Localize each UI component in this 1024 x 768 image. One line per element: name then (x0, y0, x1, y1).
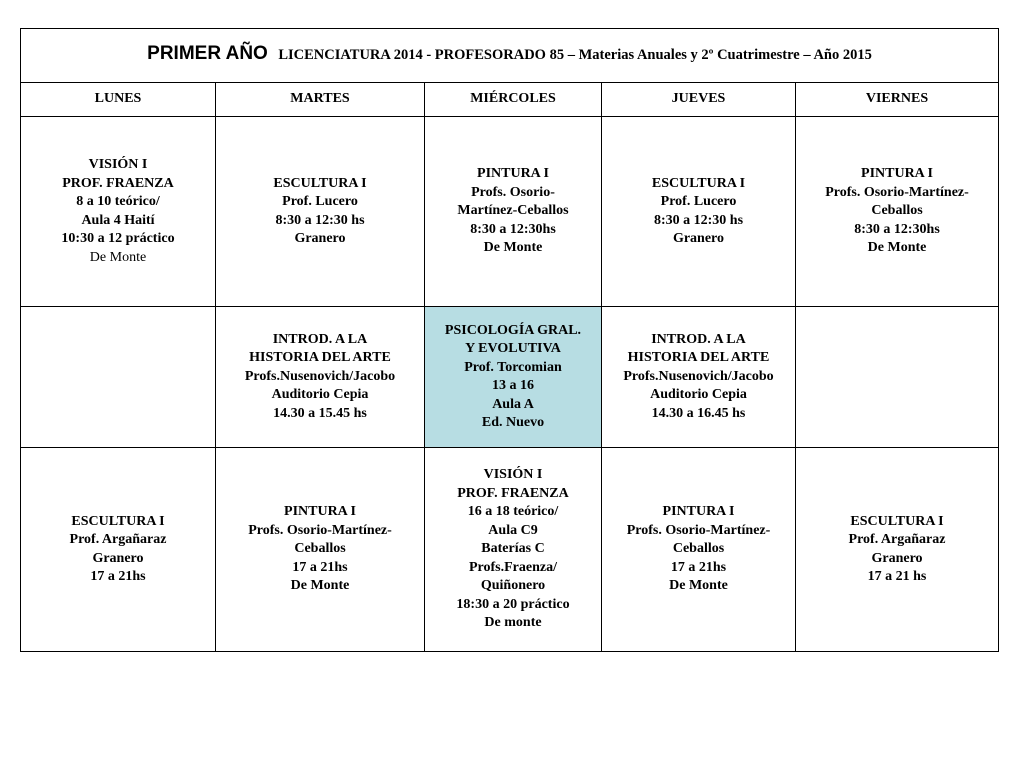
cell-line: 10:30 a 12 práctico (61, 231, 175, 246)
schedule-row-evening (21, 448, 999, 652)
class-cell (425, 117, 602, 307)
cell-line: Aula A (492, 396, 534, 412)
title-main: PRIMER AÑO (147, 43, 268, 65)
cell-line: Ceballos (294, 541, 346, 557)
cell-line: Profs. Osorio- (471, 184, 555, 200)
class-cell (216, 117, 425, 307)
cell-line: ESCULTURA I (651, 175, 746, 191)
cell-line: Prof. Argañaraz (69, 532, 167, 547)
cell-line: 8:30 a 12:30hs (854, 221, 940, 237)
cell-line: Granero (672, 231, 725, 246)
cell-line: Granero (294, 231, 346, 246)
cell-line: De Monte (89, 249, 147, 265)
cell-line: PSICOLOGÍA GRAL. (444, 322, 582, 338)
cell-line: ESCULTURA I (71, 513, 165, 529)
cell-line: INTROD. A LA (272, 331, 368, 347)
class-cell (216, 307, 425, 448)
cell-line: 17 a 21hs (670, 559, 727, 575)
cell-line: 8:30 a 12:30hs (470, 221, 556, 237)
cell-line: PINTURA I (284, 504, 356, 520)
cell-line: PINTURA I (477, 166, 549, 182)
cell-line: PROF. FRAENZA (62, 175, 174, 191)
cell-line: PINTURA I (662, 504, 735, 520)
class-cell (425, 307, 602, 448)
cell-line: 17 a 21hs (292, 559, 348, 575)
cell-line: PROF. FRAENZA (457, 485, 569, 501)
cell-line: HISTORIA DEL ARTE (627, 350, 770, 366)
class-cell (425, 448, 602, 652)
cell-line: VISIÓN I (88, 157, 148, 172)
cell-line: Ed. Nuevo (481, 415, 545, 430)
day-header-lunes: LUNES (21, 83, 216, 117)
cell-line: Granero (92, 550, 144, 566)
class-cell (796, 448, 999, 652)
cell-line: De Monte (483, 240, 543, 256)
day-header-miercoles: MIÉRCOLES (425, 83, 602, 117)
class-cell (21, 117, 216, 307)
cell-line: 14.30 a 15.45 hs (273, 405, 367, 421)
cell-line: 16 a 18 teórico/ (467, 504, 559, 520)
day-header-jueves: JUEVES (602, 83, 796, 117)
cell-line: 17 a 21hs (90, 569, 146, 584)
cell-line: De Monte (669, 578, 728, 594)
cell-line: Prof. Lucero (282, 194, 358, 209)
cell-line: Profs. Osorio-Martínez- (248, 522, 392, 538)
cell-line: Granero (871, 550, 923, 566)
schedule-row-afternoon (21, 307, 999, 448)
schedule-title (21, 29, 999, 83)
cell-line: Prof. Lucero (660, 194, 737, 209)
cell-line: 8 a 10 teórico/ (76, 194, 160, 209)
class-cell (602, 307, 796, 448)
cell-line: Auditorio Cepia (650, 387, 747, 403)
cell-line: Profs.Nusenovich/Jacobo (244, 368, 396, 384)
cell-line: PINTURA I (861, 166, 933, 182)
cell-line: Y EVOLUTIVA (465, 341, 561, 356)
cell-line: Prof. Argañaraz (848, 532, 946, 547)
cell-line: ESCULTURA I (273, 175, 367, 191)
cell-line: Profs.Fraenza/ (469, 559, 557, 575)
cell-line: Ceballos (672, 541, 725, 557)
class-cell (796, 307, 999, 448)
cell-line: 8:30 a 12:30 hs (653, 212, 744, 228)
cell-line: 17 a 21 hs (867, 569, 927, 584)
cell-line: 13 a 16 (492, 378, 534, 393)
schedule-table (20, 28, 999, 652)
class-cell (602, 448, 796, 652)
schedule-row-morning (21, 117, 999, 307)
cell-line: De monte (484, 615, 542, 631)
title-sub: LICENCIATURA 2014 - PROFESORADO 85 – Materias Anuales y 2º Cuatrimestre – Año 2015 (278, 47, 872, 64)
cell-line: Profs.Nusenovich/Jacobo (623, 368, 774, 384)
cell-line: De Monte (290, 578, 350, 594)
class-cell (216, 448, 425, 652)
cell-line: INTROD. A LA (651, 331, 746, 347)
cell-line: 14.30 a 16.45 hs (651, 405, 746, 421)
cell-line: 8:30 a 12:30 hs (275, 212, 365, 228)
cell-line: HISTORIA DEL ARTE (249, 350, 391, 366)
cell-line: Profs. Osorio-Martínez- (626, 522, 771, 538)
cell-line: Aula 4 Haití (81, 212, 155, 228)
cell-line: De Monte (867, 240, 927, 256)
cell-line: Quiñonero (480, 578, 546, 594)
cell-line: Baterías C (481, 541, 545, 557)
class-cell (796, 117, 999, 307)
cell-line: Prof. Torcomian (464, 359, 562, 375)
day-header-row (21, 83, 999, 117)
cell-line: Auditorio Cepia (271, 387, 369, 403)
cell-line: ESCULTURA I (850, 513, 944, 529)
cell-line: Aula C9 (488, 522, 538, 538)
day-header-martes: MARTES (216, 83, 425, 117)
cell-line: Ceballos (871, 203, 923, 219)
class-cell (21, 307, 216, 448)
class-cell (21, 448, 216, 652)
cell-line: Profs. Osorio-Martínez- (825, 184, 969, 200)
cell-line: VISIÓN I (483, 467, 543, 483)
cell-line: Martínez-Ceballos (457, 203, 569, 219)
day-header-viernes: VIERNES (796, 83, 999, 117)
cell-line: 18:30 a 20 práctico (456, 596, 570, 612)
class-cell (602, 117, 796, 307)
